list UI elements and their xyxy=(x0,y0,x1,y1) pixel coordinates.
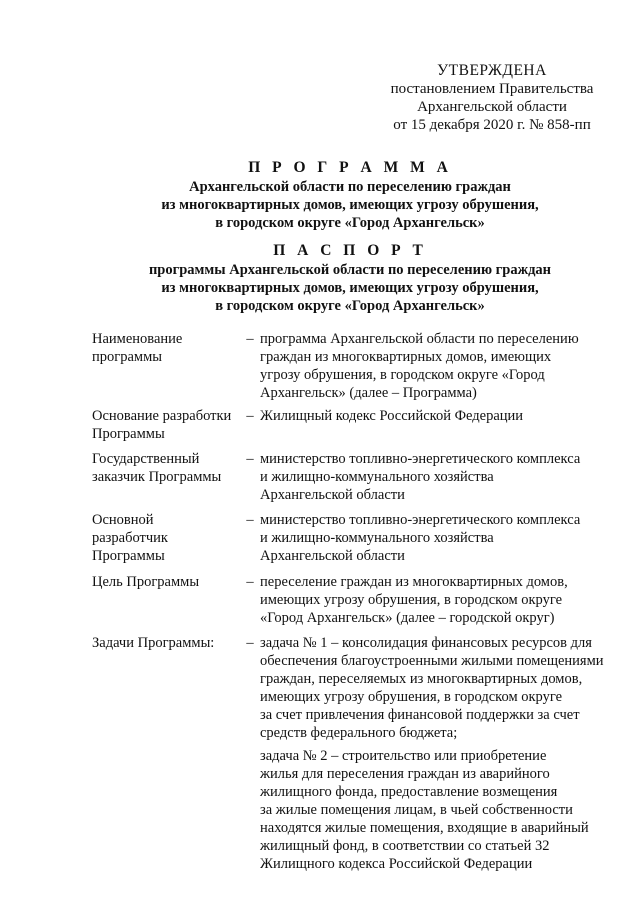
row-value-line: задача № 2 – строительство или приобретение xyxy=(260,748,547,764)
task-2 xyxy=(260,747,612,873)
program-title-line: в городском округе «Город Архангельск» xyxy=(215,215,485,231)
row-value xyxy=(260,407,612,425)
approval-stamp xyxy=(378,62,606,134)
row-value-line: Архангельской области xyxy=(260,487,405,503)
program-title xyxy=(60,159,640,232)
row-label-line: Основание разработки xyxy=(92,408,232,424)
passport-title-line: программы Архангельской области по переселению граждан xyxy=(148,262,552,278)
approval-line: от 15 декабря 2020 г. № 858-пп xyxy=(393,117,591,133)
passport-title-line: из многоквартирных домов, имеющих угрозу обрушения, xyxy=(161,280,539,296)
row-value-line: имеющих угрозу обрушения, в городском округе xyxy=(260,689,563,705)
row-label xyxy=(92,511,242,565)
approval-line: Архангельской области xyxy=(417,99,567,115)
row-value-line: жилищного фонда, предоставление возмещения xyxy=(260,784,558,800)
row-value-line: угрозу обрушения, в городском округе «Город xyxy=(260,367,545,383)
row-value-line: Архангельск» (далее – Программа) xyxy=(260,385,477,401)
row-value-line: программа Архангельской области по переселению xyxy=(260,331,579,347)
row-value-line: министерство топливно-энергетического комплекса xyxy=(260,451,581,467)
row-dash: – xyxy=(246,574,254,590)
row-value xyxy=(260,634,612,873)
row-value-line: и жилищно-коммунального хозяйства xyxy=(260,530,494,546)
program-title-line: Архангельской области по переселению граждан xyxy=(189,179,511,195)
row-value-line: за жилые помещения лицам, в чьей собственности xyxy=(260,802,573,818)
row-label xyxy=(92,330,242,366)
row-label-line: Основной xyxy=(92,512,154,528)
program-title-line: из многоквартирных домов, имеющих угрозу обрушения, xyxy=(161,197,539,213)
task-1 xyxy=(260,634,612,742)
row-value-line: «Город Архангельск» (далее – городской округ) xyxy=(260,610,555,626)
passport-title xyxy=(60,242,640,315)
row-label-line: Программы xyxy=(92,426,165,442)
row-value-line: находятся жилые помещения, входящие в аварийный xyxy=(260,820,589,836)
approval-line: постановлением Правительства xyxy=(390,81,594,97)
row-value xyxy=(260,511,612,565)
row-value-line: жилищный фонд, в соответствии со статьей 32 xyxy=(260,838,550,854)
program-heading: П Р О Г Р А М М А xyxy=(248,159,452,176)
row-dash: – xyxy=(246,512,254,528)
passport-title-line: в городском округе «Город Архангельск» xyxy=(215,298,485,314)
row-dash: – xyxy=(246,408,254,424)
row-label-line: Цель Программы xyxy=(92,574,200,590)
row-value-line: переселение граждан из многоквартирных домов, xyxy=(260,574,568,590)
row-label-line: Задачи Программы: xyxy=(92,635,215,651)
row-dash: – xyxy=(246,331,254,347)
row-label-line: программы xyxy=(92,349,162,365)
row-value-line: граждан из многоквартирных домов, имеющих xyxy=(260,349,552,365)
row-value-line: Архангельской области xyxy=(260,548,405,564)
row-label xyxy=(92,634,242,652)
row-label-line: Наименование xyxy=(92,331,183,347)
row-value-line: за счет привлечения финансовой поддержки за счет xyxy=(260,707,580,723)
row-dash: – xyxy=(246,451,254,467)
row-label xyxy=(92,407,242,443)
row-label xyxy=(92,450,242,486)
row-value-line: задача № 1 – консолидация финансовых ресурсов для xyxy=(260,635,592,651)
row-dash: – xyxy=(246,635,254,651)
passport-heading: П А С П О Р Т xyxy=(273,242,427,259)
row-value-line: жилья для переселения граждан из аварийного xyxy=(260,766,550,782)
row-label xyxy=(92,573,242,591)
row-value-line: имеющих угрозу обрушения, в городском округе xyxy=(260,592,563,608)
row-value-line: министерство топливно-энергетического комплекса xyxy=(260,512,581,528)
row-value-line: Жилищный кодекс Российской Федерации xyxy=(260,408,524,424)
row-value-line: граждан, переселяемых из многоквартирных домов, xyxy=(260,671,583,687)
row-label-line: Программы xyxy=(92,548,165,564)
row-value xyxy=(260,450,612,504)
row-label-line: разработчик xyxy=(92,530,168,546)
row-label-line: Государственный xyxy=(92,451,200,467)
approval-heading: УТВЕРЖДЕНА xyxy=(437,62,547,79)
row-value xyxy=(260,330,612,402)
row-value-line: Жилищного кодекса Российской Федерации xyxy=(260,856,533,872)
row-value-line: обеспечения благоустроенными жилыми помещениями xyxy=(260,653,604,669)
row-value xyxy=(260,573,612,627)
row-value-line: и жилищно-коммунального хозяйства xyxy=(260,469,494,485)
row-label-line: заказчик Программы xyxy=(92,469,222,485)
row-value-line: средств федерального бюджета; xyxy=(260,725,458,741)
